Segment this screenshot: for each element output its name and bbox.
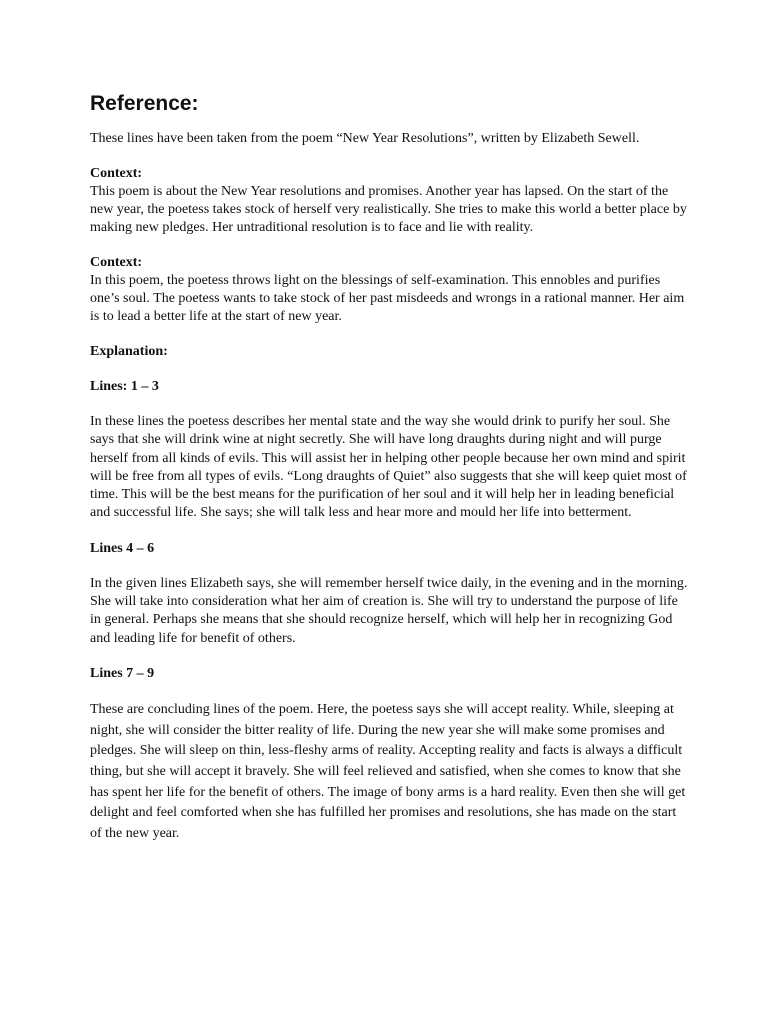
section-paragraph-lines-1-3: In these lines the poetess describes her mental state and the way she would drink to purify her soul. She says that she will drink wine at night secretly. She will have long draughts during night and will purge herself from all kinds of evils. This will assist her in helping other people because her own mind and spirit will be free from all types of evils. “Long draughts of Quiet” also suggests that she will keep quiet most of time. This will be the best means for the purification of her soul and it will help her in leading beneficial and successful life. She says; she will talk less and hear more and mould her life into betterment. — [90, 414, 687, 521]
section-heading-lines-4-6: Lines 4 – 6 — [90, 540, 155, 556]
section-heading-lines-7-9: Lines 7 – 9 — [90, 665, 155, 681]
document-page — [90, 90, 690, 862]
reference-paragraph: These lines have been taken from the poem “New Year Resolutions”, written by Elizabeth Sewell. — [90, 131, 640, 146]
section-paragraph-lines-7-9: These are concluding lines of the poem. Here, the poetess says she will accept reality. While, sleeping at night, she will consider the bitter reality of life. During the new year she will make some promises and pledges. She will sleep on thin, less-fleshy arms of reality. Accepting reality and facts is always a difficult thing, but she will accept it bravely. She will feel relieved and satisfied, when she comes to know that she has spent her life for the benefit of others. The image of bony arms is a hard reality. Even then she will get delight and feel comforted when she has fulfilled her promises and resolutions, she has made on the start of the new year. — [90, 701, 686, 842]
section-heading-lines-1-3: Lines: 1 – 3 — [90, 379, 159, 394]
page-title: Reference: — [90, 92, 199, 115]
context-block-2 — [90, 254, 690, 326]
context-heading: Context: — [90, 255, 143, 270]
explanation-heading: Explanation: — [90, 344, 168, 359]
section-paragraph-lines-4-6: In the given lines Elizabeth says, she will remember herself twice daily, in the evening and in the morning. She will take into consideration what her aim of creation is. She will try to understand the purpose of life in general. Perhaps she means that she should recognize herself, which will help her in recognizing God and leading life for benefit of others. — [90, 575, 688, 646]
context-block-1 — [90, 165, 690, 237]
context-paragraph: In this poem, the poetess throws light on the blessings of self-examination. This ennobles and purifies one’s soul. The poetess wants to take stock of her past misdeeds and wrongs in a rational manner. Her aim is to lead a better life at the start of new year. — [90, 273, 685, 324]
context-heading: Context: — [90, 166, 143, 181]
context-paragraph: This poem is about the New Year resolutions and promises. Another year has lapsed. On the start of the new year, the poetess takes stock of herself very realistically. She tries to make this world a better place by making new pledges. Her untraditional resolution is to face and lie with reality. — [90, 184, 687, 235]
